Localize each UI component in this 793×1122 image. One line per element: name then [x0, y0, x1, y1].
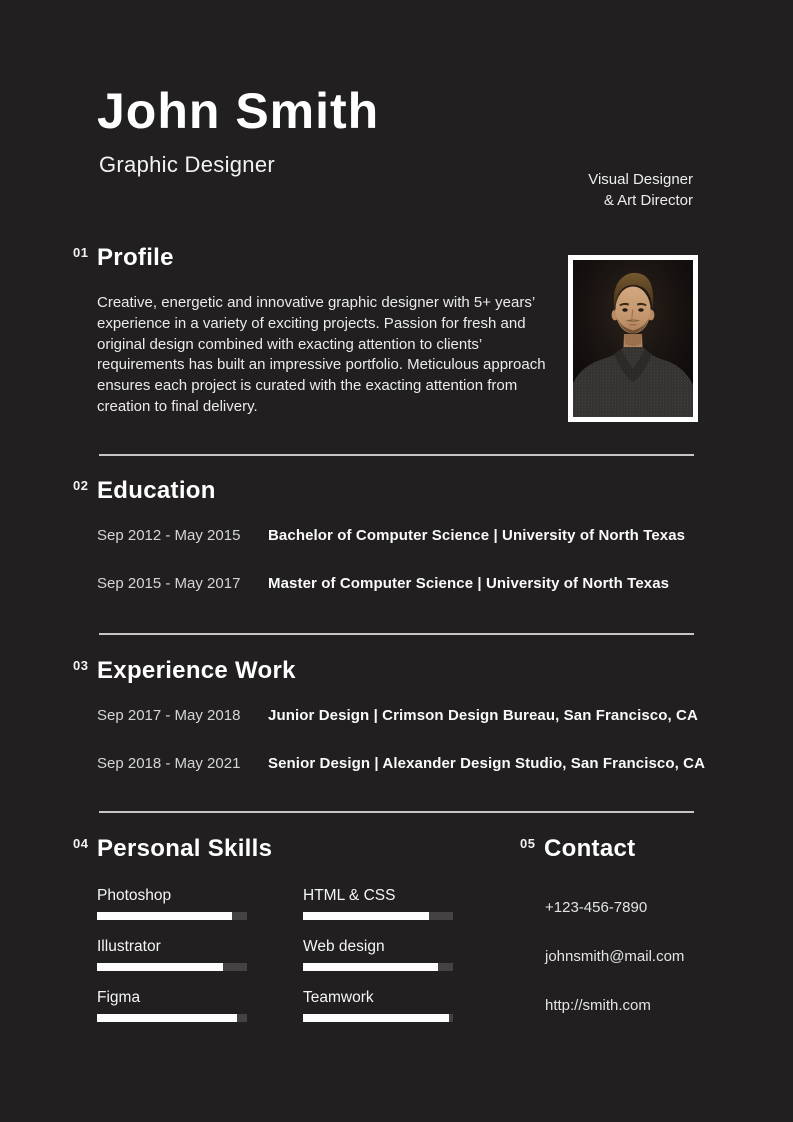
section-skills: [73, 835, 493, 1040]
skill-bar-fill: [97, 912, 232, 920]
skill-bar-fill: [303, 912, 429, 920]
divider: [99, 633, 694, 635]
skills-heading: [73, 835, 493, 863]
skill-label: Teamwork: [303, 989, 374, 1006]
skill-item: [303, 989, 453, 1022]
section-title: Profile: [97, 244, 174, 271]
contact-phone: +123-456-7890: [545, 899, 648, 916]
person-role: Graphic Designer: [99, 152, 275, 177]
profile-text: Creative, energetic and innovative graphic designer with 5+ years’ experience in a variety of exciting projects. Passion for fresh and original design combined with exacting attention to clients’ requirements has built an impressive portfolio. Meticulous approach ensures each project is curated with the exacting attention from creation to final delivery.: [97, 294, 546, 415]
tagline: [588, 169, 693, 211]
experience-dates: Sep 2018 - May 2021: [97, 755, 241, 772]
divider: [99, 811, 694, 813]
experience-dates: Sep 2017 - May 2018: [97, 707, 241, 724]
education-heading: [73, 477, 723, 505]
section-education: [73, 477, 723, 593]
education-row: [97, 527, 723, 545]
section-experience: [73, 657, 723, 773]
skill-label: Illustrator: [97, 938, 161, 955]
section-contact: [520, 835, 750, 1046]
experience-description: Junior Design | Crimson Design Bureau, San Francisco, CA: [268, 707, 698, 724]
skill-bar-fill: [303, 1014, 449, 1022]
skill-bar-track: [97, 963, 247, 971]
contact-website: http://smith.com: [545, 997, 651, 1014]
section-number: 01: [73, 245, 89, 260]
profile-photo: [568, 255, 698, 422]
skill-bar-track: [303, 912, 453, 920]
divider: [99, 454, 694, 456]
skill-label: Photoshop: [97, 887, 172, 904]
skill-label: Web design: [303, 938, 385, 955]
skill-bar-track: [97, 912, 247, 920]
contact-items: [545, 899, 750, 1015]
portrait-illustration: [573, 260, 693, 417]
section-number: 03: [73, 658, 89, 673]
tagline-line-2: & Art Director: [603, 192, 693, 209]
education-dates: Sep 2012 - May 2015: [97, 527, 241, 544]
skill-bar-fill: [97, 1014, 237, 1022]
section-profile: [73, 244, 553, 418]
skill-item: [303, 887, 453, 920]
education-description: Bachelor of Computer Science | University of North Texas: [268, 527, 686, 544]
skill-label: HTML & CSS: [303, 887, 396, 904]
section-title: Contact: [544, 835, 636, 862]
skill-bar-track: [303, 963, 453, 971]
education-description: Master of Computer Science | University of North Texas: [268, 575, 670, 592]
skills-grid: [97, 887, 493, 1040]
section-title: Experience Work: [97, 657, 296, 684]
skills-column-left: [97, 887, 247, 1040]
skill-item: [303, 938, 453, 971]
person-name: John Smith: [97, 83, 380, 139]
skills-column-right: [303, 887, 453, 1040]
section-title: Education: [97, 477, 216, 504]
skill-item: [97, 989, 247, 1022]
experience-heading: [73, 657, 723, 685]
experience-description: Senior Design | Alexander Design Studio, San Francisco, CA: [268, 755, 706, 772]
section-title: Personal Skills: [97, 835, 273, 862]
education-row: [97, 575, 723, 593]
skill-bar-track: [303, 1014, 453, 1022]
skill-bar-fill: [303, 963, 438, 971]
experience-row: [97, 707, 723, 725]
contact-heading: [520, 835, 750, 863]
skill-bar-fill: [97, 963, 223, 971]
skill-item: [97, 938, 247, 971]
contact-email: johnsmith@mail.com: [545, 948, 685, 965]
skill-item: [97, 887, 247, 920]
section-number: 04: [73, 836, 89, 851]
profile-heading: [73, 244, 553, 272]
skill-label: Figma: [97, 989, 141, 1006]
section-number: 05: [520, 836, 536, 851]
section-number: 02: [73, 478, 89, 493]
education-dates: Sep 2015 - May 2017: [97, 575, 241, 592]
tagline-line-1: Visual Designer: [588, 171, 693, 188]
skill-bar-track: [97, 1014, 247, 1022]
experience-row: [97, 755, 723, 773]
